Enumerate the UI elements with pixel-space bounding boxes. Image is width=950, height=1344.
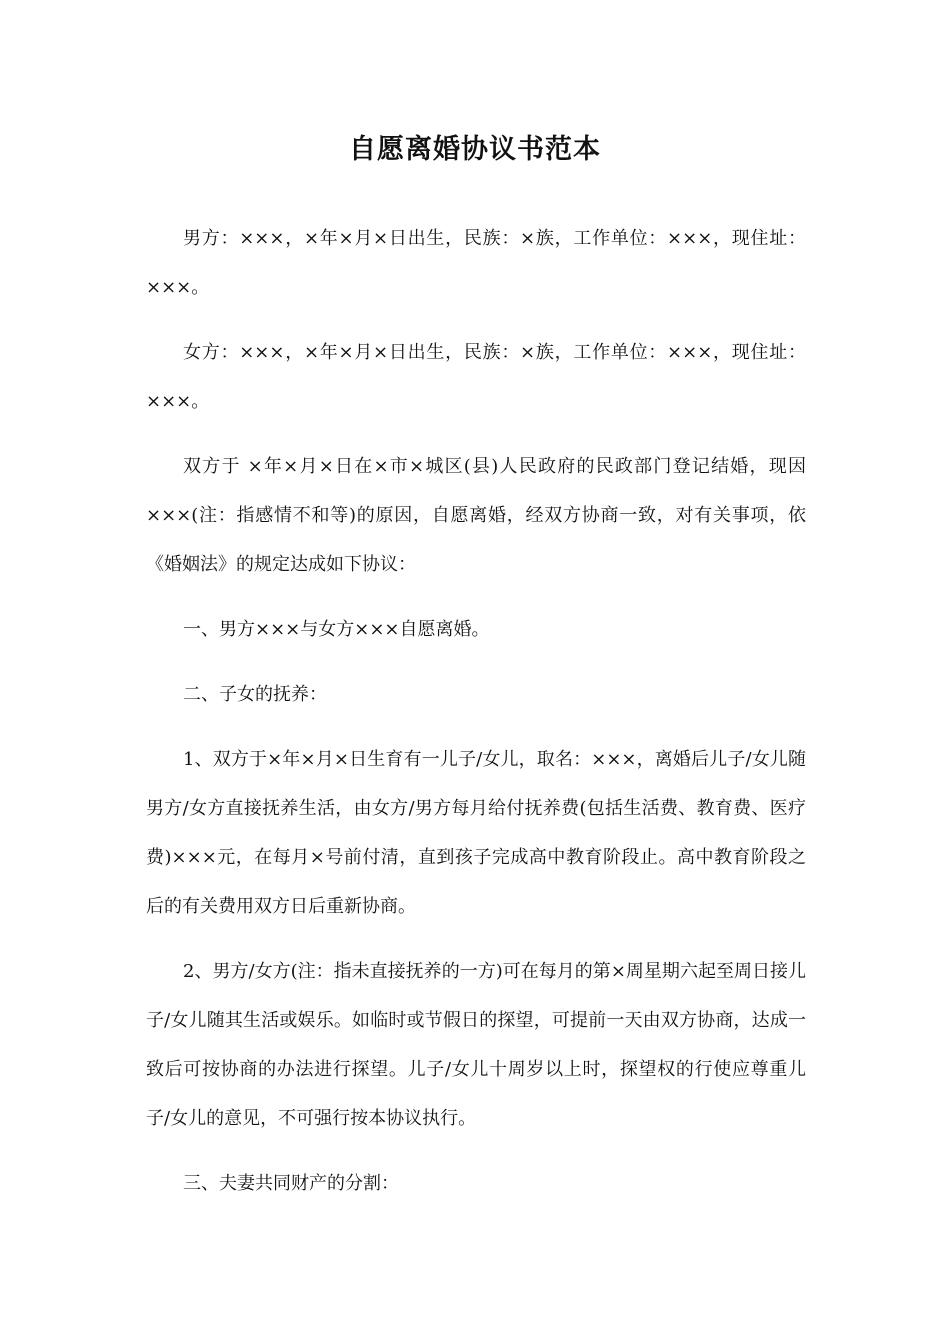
paragraph-clause-2-heading: 二、子女的抚养： — [183, 684, 327, 705]
paragraph-marriage-background: 双方于 ×年×月×日在×市×城区(县)人民政府的民政部门登记结婚，现因×××(注：指感情不和等)的原因，自愿离婚，经双方协商一致，对有关事项，依《婚姻法》的规定达成如下协议： — [146, 456, 806, 575]
document-body — [146, 214, 806, 1224]
paragraph-male-party: 男方：×××，×年×月×日出生，民族：×族，工作单位：×××，现住址：×××。 — [146, 228, 806, 298]
document-title: 自愿离婚协议书范本 — [349, 134, 601, 165]
paragraph-clause-3-heading: 三、夫妻共同财产的分割： — [183, 1173, 399, 1194]
paragraph-visitation: 2、男方/女方(注：指未直接抚养的一方)可在每月的第×周星期六起至周日接儿子/女儿随其生活或娱乐。如临时或节假日的探望，可提前一天由双方协商，达成一致后可按协商的办法进行探望。儿子/女儿十周岁以上时，探望权的行使应尊重儿子/女儿的意见，不可强行按本协议执行。 — [146, 961, 806, 1129]
paragraph-clause-1: 一、男方×××与女方×××自愿离婚。 — [183, 619, 490, 640]
paragraph-female-party: 女方：×××，×年×月×日出生，民族：×族，工作单位：×××，现住址：×××。 — [146, 342, 806, 412]
paragraph-child-support: 1、双方于×年×月×日生育有一儿子/女儿，取名：×××，离婚后儿子/女儿随男方/女方直接抚养生活，由女方/男方每月给付抚养费(包括生活费、教育费、医疗费)×××元，在每月×号前付清，直到孩子完成高中教育阶段止。高中教育阶段之后的有关费用双方日后重新协商。 — [146, 749, 806, 917]
